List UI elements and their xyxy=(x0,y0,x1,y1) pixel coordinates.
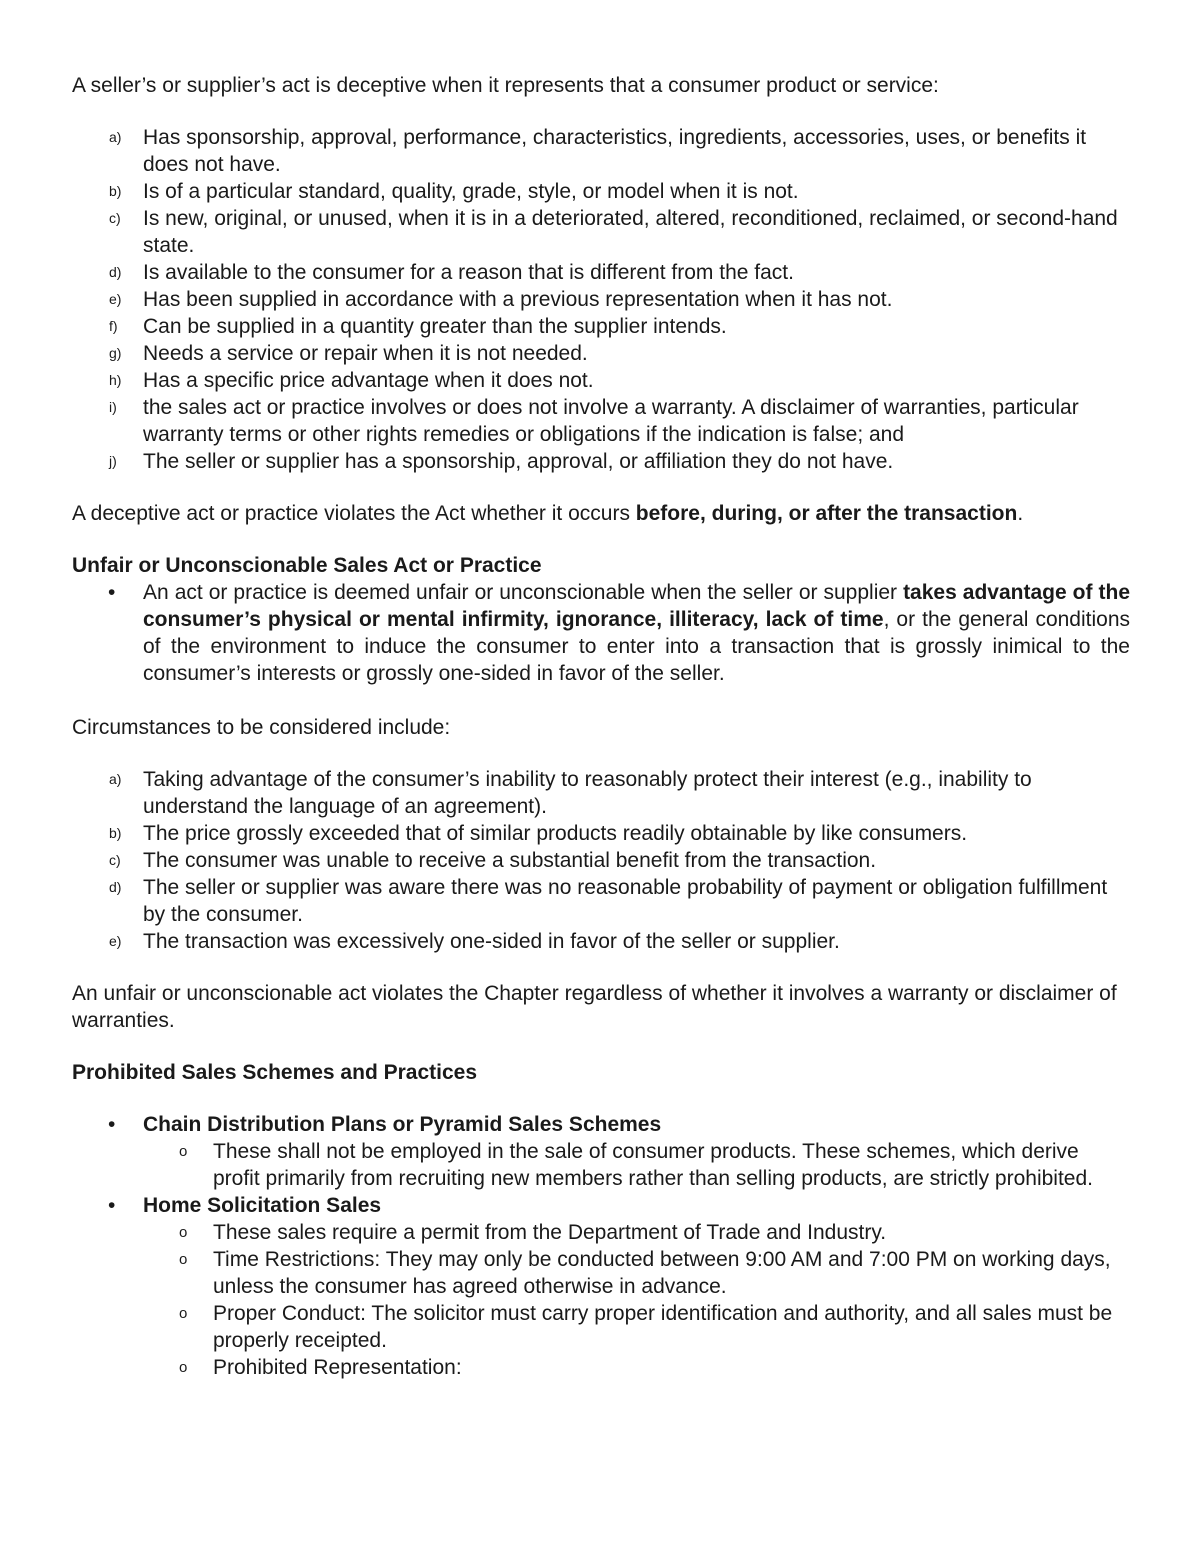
intro-paragraph: A seller’s or supplier’s act is deceptive when it represents that a consumer product or service: xyxy=(72,74,939,97)
unfair-bullet xyxy=(72,579,1130,687)
circle-bullet-icon: o xyxy=(179,1359,188,1376)
sub-list-item-text: These sales require a permit from the Department of Trade and Industry. xyxy=(213,1221,887,1244)
violation-text: A deceptive act or practice violates the Act whether it occurs xyxy=(72,502,636,525)
list-item-text: The transaction was excessively one-sided in favor of the seller or supplier. xyxy=(143,930,840,953)
sub-list-item-text: These shall not be employed in the sale of consumer products. These schemes, which derive profit primarily from recruiting new members rather than selling products, are strictly prohibited. xyxy=(213,1140,1094,1190)
list-item xyxy=(72,766,1130,820)
list-item-text: The price grossly exceeded that of similar products readily obtainable by like consumers. xyxy=(143,822,968,845)
list-item-text: the sales act or practice involves or does not involve a warranty. A disclaimer of warranties, particular warranty terms or other rights remedies or obligations if the indication is false; and xyxy=(143,396,1079,446)
list-item-text: Has a specific price advantage when it does not. xyxy=(143,369,594,392)
list-item xyxy=(72,820,1130,847)
sub-list-item xyxy=(72,1246,1130,1300)
circle-bullet-icon: o xyxy=(179,1224,188,1241)
list-marker: j) xyxy=(109,453,117,469)
list-item xyxy=(72,847,1130,874)
circle-bullet-icon: o xyxy=(179,1251,188,1268)
deceptive-acts-list xyxy=(72,124,1130,475)
list-item xyxy=(72,178,1130,205)
sub-list-item xyxy=(72,1300,1130,1354)
sub-list-item-text: Prohibited Representation: xyxy=(213,1356,462,1379)
list-item-text: Is available to the consumer for a reason that is different from the fact. xyxy=(143,261,794,284)
list-marker: b) xyxy=(109,825,122,841)
list-marker: b) xyxy=(109,183,122,199)
list-marker: c) xyxy=(109,852,121,868)
sub-list-item-text: Time Restrictions: They may only be conducted between 9:00 AM and 7:00 PM on working days, unless the consumer has agreed otherwise in advance. xyxy=(213,1248,1111,1298)
sub-list-item xyxy=(72,1219,1130,1246)
bullet-icon: • xyxy=(108,581,116,604)
list-item-text: Needs a service or repair when it is not needed. xyxy=(143,342,588,365)
bullet-icon: • xyxy=(108,1113,116,1136)
unfair-bullet-text xyxy=(143,579,1130,687)
circle-bullet-icon: o xyxy=(179,1143,188,1160)
circumstances-intro: Circumstances to be considered include: xyxy=(72,716,451,739)
list-marker: d) xyxy=(109,879,122,895)
list-marker: e) xyxy=(109,291,122,307)
violation-emphasis: before, during, or after the transaction xyxy=(635,502,1018,525)
list-item-text: Is new, original, or unused, when it is in a deteriorated, altered, reconditioned, reclaimed, or second-hand state. xyxy=(143,207,1118,257)
home-title: Home Solicitation Sales xyxy=(143,1194,382,1217)
list-marker: i) xyxy=(109,399,117,415)
list-item xyxy=(72,340,1130,367)
list-marker: g) xyxy=(109,345,122,361)
list-item-text: Has been supplied in accordance with a previous representation when it has not. xyxy=(143,288,893,311)
chain-bullet xyxy=(72,1111,1130,1138)
home-bullet xyxy=(72,1192,1130,1219)
sub-list-item xyxy=(72,1354,1130,1381)
list-item xyxy=(72,874,1130,928)
list-marker: h) xyxy=(109,372,122,388)
unfair-violation-paragraph: An unfair or unconscionable act violates the Chapter regardless of whether it involves a warranty or disclaimer of warranties. xyxy=(72,982,1117,1032)
prohibited-heading: Prohibited Sales Schemes and Practices xyxy=(72,1061,478,1084)
bullet-icon: • xyxy=(108,1194,116,1217)
list-item xyxy=(72,928,1130,955)
unfair-heading: Unfair or Unconscionable Sales Act or Practice xyxy=(72,554,542,577)
list-item-text: Taking advantage of the consumer’s inability to reasonably protect their interest (e.g., inability to understand the language of an agreement). xyxy=(143,768,1032,818)
circumstances-list xyxy=(72,766,1130,955)
list-item xyxy=(72,124,1130,178)
list-item xyxy=(72,394,1130,448)
unfair-text-start: An act or practice is deemed unfair or unconscionable when the seller or supplier xyxy=(143,581,904,604)
list-item-text: Is of a particular standard, quality, grade, style, or model when it is not. xyxy=(143,180,799,203)
list-marker: f) xyxy=(109,318,118,334)
circle-bullet-icon: o xyxy=(179,1305,188,1322)
list-item xyxy=(72,367,1130,394)
sub-list-item-text: Proper Conduct: The solicitor must carry proper identification and authority, and all sales must be properly receipted. xyxy=(213,1302,1113,1352)
list-item xyxy=(72,259,1130,286)
list-marker: e) xyxy=(109,933,122,949)
list-item-text: The seller or supplier has a sponsorship, approval, or affiliation they do not have. xyxy=(143,450,894,473)
list-item-text: The seller or supplier was aware there was no reasonable probability of payment or obligation fulfillment by the consumer. xyxy=(143,876,1108,926)
violation-end: . xyxy=(1017,502,1024,525)
list-marker: d) xyxy=(109,264,122,280)
list-marker: a) xyxy=(109,771,122,787)
chain-title: Chain Distribution Plans or Pyramid Sales Schemes xyxy=(143,1113,662,1136)
list-marker: a) xyxy=(109,129,122,145)
list-item-text: Has sponsorship, approval, performance, characteristics, ingredients, accessories, uses, or benefits it does not have. xyxy=(143,126,1087,176)
unfair-text-emphasis: takes advantage of the consumer’s physical or mental infirmity, ignorance, illiteracy, lack of time xyxy=(143,581,1130,631)
list-marker: c) xyxy=(109,210,121,226)
list-item-text: The consumer was unable to receive a substantial benefit from the transaction. xyxy=(143,849,877,872)
violation-paragraph xyxy=(72,500,1130,527)
unfair-text-end: , or the general conditions of the environment to induce the consumer to enter into a transaction that is grossly inimical to the consumer’s interests or grossly one-sided in favor of the seller. xyxy=(143,608,1131,685)
list-item xyxy=(72,205,1130,259)
sub-list-item xyxy=(72,1138,1130,1192)
list-item xyxy=(72,448,1130,475)
list-item xyxy=(72,286,1130,313)
list-item xyxy=(72,313,1130,340)
list-item-text: Can be supplied in a quantity greater than the supplier intends. xyxy=(143,315,727,338)
